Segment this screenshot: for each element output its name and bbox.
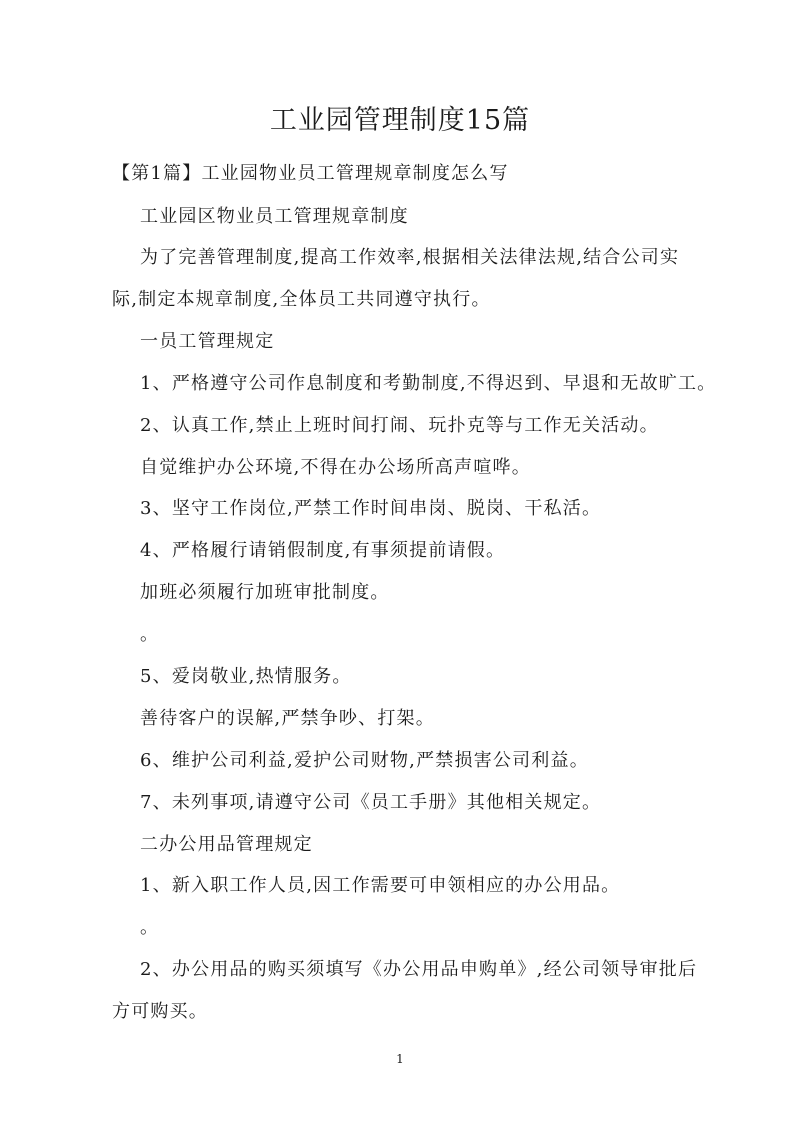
paragraph-line: 1、新入职工作人员,因工作需要可申领相应的办公用品。 [140,875,621,896]
paragraph-line: 。 [140,917,160,938]
paragraph-line: 善待客户的误解,严禁争吵、打架。 [140,708,435,729]
paragraph-line: 一员工管理规定 [140,331,275,352]
subtitle-line: 工业园区物业员工管理规章制度 [140,206,409,227]
paragraph-line: 为了完善管理制度,提高工作效率,根据相关法律法规,结合公司实 [140,247,680,268]
paragraph-line: 6、维护公司利益,爱护公司财物,严禁损害公司利益。 [140,750,589,771]
paragraph-line: 4、严格履行请销假制度,有事须提前请假。 [140,540,506,561]
paragraph-line: 二办公用品管理规定 [140,834,313,855]
paragraph-line: 方可购买。 [112,1001,208,1022]
paragraph-line: 际,制定本规章制度,全体员工共同遵守执行。 [112,289,491,310]
paragraph-line: 自觉维护办公环境,不得在办公场所高声喧哗。 [140,457,531,478]
paragraph-line: 加班必须履行加班审批制度。 [140,582,390,603]
paragraph-line: 2、办公用品的购买须填写《办公用品申购单》,经公司领导审批后 [140,959,698,980]
paragraph-line: 5、爱岗敬业,热情服务。 [140,666,352,687]
paragraph-line: 7、未列事项,请遵守公司《员工手册》其他相关规定。 [140,792,602,813]
document-title: 工业园管理制度15篇 [269,105,531,136]
paragraph-line: 1、严格遵守公司作息制度和考勤制度,不得迟到、早退和无故旷工。 [140,373,717,394]
paragraph-line: 。 [140,624,160,645]
page-number: 1 [396,1052,404,1066]
paragraph-line: 3、坚守工作岗位,严禁工作时间串岗、脱岗、干私活。 [140,498,602,519]
paragraph-line: 2、认真工作,禁止上班时间打闹、玩扑克等与工作无关活动。 [140,415,659,436]
section-heading: 【第1篇】工业园物业员工管理规章制度怎么写 [112,163,509,184]
